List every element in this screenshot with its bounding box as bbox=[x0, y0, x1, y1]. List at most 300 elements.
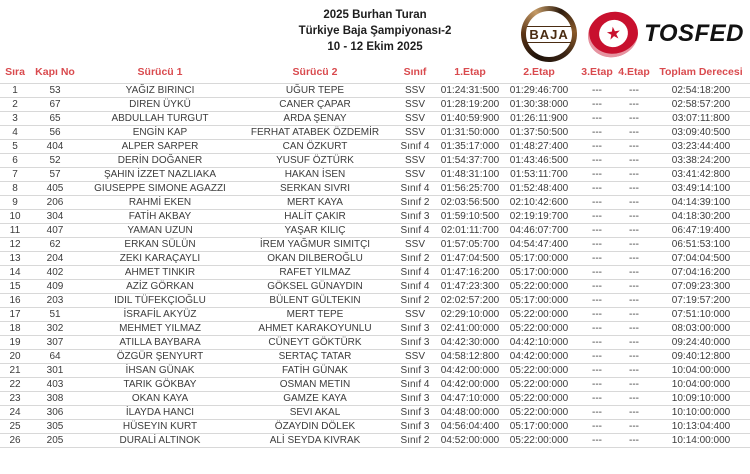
cell-etap-3: --- bbox=[578, 223, 616, 237]
cell-surucu-2: MERT KAYA bbox=[240, 195, 390, 209]
cell-etap-2: 05:22:00:000 bbox=[500, 363, 578, 377]
cell-etap-4: --- bbox=[616, 391, 652, 405]
cell-surucu-1: TARIK GÖKBAY bbox=[80, 377, 240, 391]
cell-surucu-2: HAKAN İSEN bbox=[240, 167, 390, 181]
cell-surucu-2: OKAN DILBEROĞLU bbox=[240, 251, 390, 265]
column-header-kapi-no: Kapı No bbox=[35, 66, 75, 79]
cell-etap-3: --- bbox=[578, 153, 616, 167]
column-header-etap-1: 1.Etap bbox=[454, 66, 486, 79]
cell-kapi-no: 404 bbox=[30, 139, 80, 153]
cell-sira: 5 bbox=[0, 139, 30, 153]
cell-surucu-1: DIREN ÜYKÜ bbox=[80, 97, 240, 111]
cell-etap-2: 01:29:46:700 bbox=[500, 83, 578, 97]
cell-etap-1: 01:28:19:200 bbox=[440, 98, 500, 110]
cell-sira: 15 bbox=[0, 279, 30, 293]
cell-etap-3: --- bbox=[578, 167, 616, 181]
logo-strip bbox=[521, 6, 744, 62]
cell-etap-1: 04:47:10:000 bbox=[440, 392, 500, 404]
cell-etap-4: --- bbox=[616, 279, 652, 293]
table-row bbox=[0, 209, 750, 223]
cell-surucu-1: RAHMİ EKEN bbox=[80, 195, 240, 209]
cell-etap-3: --- bbox=[578, 97, 616, 111]
cell-etap-4: --- bbox=[616, 237, 652, 251]
star-icon: ★ bbox=[604, 22, 623, 44]
cell-surucu-2: GÖKSEL GÜNAYDIN bbox=[240, 279, 390, 293]
cell-sinif: SSV bbox=[390, 167, 440, 181]
cell-surucu-1: ALPER SARPER bbox=[80, 139, 240, 153]
cell-toplam-derecesi: 08:03:00:000 bbox=[652, 321, 750, 335]
cell-etap-3: --- bbox=[578, 251, 616, 265]
cell-kapi-no: 206 bbox=[30, 195, 80, 209]
cell-surucu-2: AHMET KARAKOYUNLU bbox=[240, 321, 390, 335]
cell-sinif: Sınıf 4 bbox=[390, 377, 440, 391]
cell-etap-3: --- bbox=[578, 391, 616, 405]
cell-etap-3: --- bbox=[578, 83, 616, 97]
cell-sira: 1 bbox=[0, 83, 30, 97]
cell-sinif: Sınıf 4 bbox=[390, 279, 440, 293]
cell-surucu-2: RAFET YILMAZ bbox=[240, 265, 390, 279]
cell-etap-4: --- bbox=[616, 83, 652, 97]
cell-surucu-1: AZİZ GÖRKAN bbox=[80, 279, 240, 293]
cell-toplam-derecesi: 10:04:00:000 bbox=[652, 363, 750, 377]
cell-kapi-no: 306 bbox=[30, 405, 80, 419]
cell-sira: 8 bbox=[0, 181, 30, 195]
cell-etap-4: --- bbox=[616, 265, 652, 279]
cell-sira: 10 bbox=[0, 209, 30, 223]
cell-surucu-2: İREM YAĞMUR SIMITÇI bbox=[240, 237, 390, 251]
cell-kapi-no: 409 bbox=[30, 279, 80, 293]
cell-sira: 13 bbox=[0, 251, 30, 265]
cell-surucu-1: ZEKI KARAÇAYLI bbox=[80, 251, 240, 265]
event-title-line2: Türkiye Baja Şampiyonası-2 bbox=[298, 25, 452, 37]
cell-surucu-1: ERKAN SÜLÜN bbox=[80, 237, 240, 251]
header-row bbox=[0, 62, 750, 83]
cell-toplam-derecesi: 03:41:42:800 bbox=[652, 167, 750, 181]
cell-toplam-derecesi: 10:04:00:000 bbox=[652, 377, 750, 391]
cell-etap-1: 02:03:56:500 bbox=[440, 196, 500, 208]
cell-kapi-no: 205 bbox=[30, 433, 80, 447]
cell-etap-2: 04:46:07:700 bbox=[500, 223, 578, 237]
cell-toplam-derecesi: 10:09:10:000 bbox=[652, 391, 750, 405]
cell-sira: 25 bbox=[0, 419, 30, 433]
table-row bbox=[0, 97, 750, 111]
cell-kapi-no: 307 bbox=[30, 335, 80, 349]
column-header-surucu-2: Sürücü 2 bbox=[292, 66, 338, 79]
cell-etap-2: 01:30:38:000 bbox=[500, 97, 578, 111]
cell-sira: 26 bbox=[0, 433, 30, 447]
cell-etap-2: 01:53:11:700 bbox=[500, 167, 578, 181]
cell-toplam-derecesi: 04:14:39:100 bbox=[652, 195, 750, 209]
table-row bbox=[0, 391, 750, 405]
cell-etap-1: 02:02:57:200 bbox=[440, 294, 500, 306]
cell-surucu-1: GIUSEPPE SIMONE AGAZZI bbox=[80, 181, 240, 195]
cell-sinif: SSV bbox=[390, 111, 440, 125]
cell-etap-3: --- bbox=[578, 265, 616, 279]
cell-etap-3: --- bbox=[578, 405, 616, 419]
cell-etap-1: 04:42:00:000 bbox=[440, 364, 500, 376]
cell-surucu-1: OKAN KAYA bbox=[80, 391, 240, 405]
cell-surucu-1: İLAYDA HANCI bbox=[80, 405, 240, 419]
cell-etap-4: --- bbox=[616, 125, 652, 139]
cell-surucu-2: GAMZE KAYA bbox=[240, 391, 390, 405]
cell-surucu-2: CÜNEYT GÖKTÜRK bbox=[240, 335, 390, 349]
table-row bbox=[0, 293, 750, 307]
table-row bbox=[0, 265, 750, 279]
cell-surucu-1: AHMET TINKIR bbox=[80, 265, 240, 279]
table-row bbox=[0, 111, 750, 125]
cell-kapi-no: 301 bbox=[30, 363, 80, 377]
cell-etap-2: 05:22:00:000 bbox=[500, 377, 578, 391]
cell-etap-3: --- bbox=[578, 377, 616, 391]
cell-toplam-derecesi: 09:40:12:800 bbox=[652, 349, 750, 363]
cell-surucu-2: ARDA ŞENAY bbox=[240, 111, 390, 125]
cell-sinif: Sınıf 3 bbox=[390, 335, 440, 349]
cell-etap-2: 01:43:46:500 bbox=[500, 153, 578, 167]
cell-sinif: Sınıf 4 bbox=[390, 181, 440, 195]
cell-etap-1: 01:59:10:500 bbox=[440, 210, 500, 222]
cell-toplam-derecesi: 02:54:18:200 bbox=[652, 83, 750, 97]
column-header-etap-4: 4.Etap bbox=[618, 66, 650, 79]
table-row bbox=[0, 335, 750, 349]
table-row bbox=[0, 251, 750, 265]
cell-etap-2: 05:17:00:000 bbox=[500, 265, 578, 279]
cell-etap-4: --- bbox=[616, 167, 652, 181]
results-table-head bbox=[0, 62, 750, 83]
tosfed-emblem-icon bbox=[589, 12, 637, 57]
cell-etap-3: --- bbox=[578, 181, 616, 195]
table-row bbox=[0, 125, 750, 139]
cell-etap-3: --- bbox=[578, 363, 616, 377]
cell-toplam-derecesi: 07:04:04:500 bbox=[652, 251, 750, 265]
cell-sira: 24 bbox=[0, 405, 30, 419]
cell-surucu-1: ABDULLAH TURGUT bbox=[80, 111, 240, 125]
cell-etap-2: 05:22:00:000 bbox=[500, 405, 578, 419]
cell-etap-1: 01:47:04:500 bbox=[440, 252, 500, 264]
cell-surucu-2: SEVI AKAL bbox=[240, 405, 390, 419]
cell-toplam-derecesi: 02:58:57:200 bbox=[652, 97, 750, 111]
cell-etap-4: --- bbox=[616, 307, 652, 321]
cell-kapi-no: 308 bbox=[30, 391, 80, 405]
cell-etap-1: 01:40:59:900 bbox=[440, 112, 500, 124]
cell-etap-2: 05:17:00:000 bbox=[500, 251, 578, 265]
cell-sinif: Sınıf 2 bbox=[390, 433, 440, 447]
cell-kapi-no: 405 bbox=[30, 181, 80, 195]
cell-surucu-1: İSRAFİL AKYÜZ bbox=[80, 307, 240, 321]
cell-toplam-derecesi: 03:23:44:400 bbox=[652, 139, 750, 153]
cell-etap-4: --- bbox=[616, 209, 652, 223]
cell-etap-3: --- bbox=[578, 139, 616, 153]
cell-etap-3: --- bbox=[578, 433, 616, 447]
cell-surucu-2: UĞUR TEPE bbox=[240, 83, 390, 97]
cell-toplam-derecesi: 03:09:40:500 bbox=[652, 125, 750, 139]
table-row bbox=[0, 377, 750, 391]
cell-etap-2: 04:42:10:000 bbox=[500, 335, 578, 349]
cell-surucu-2: SERTAÇ TATAR bbox=[240, 349, 390, 363]
cell-etap-2: 01:52:48:400 bbox=[500, 181, 578, 195]
cell-surucu-1: İHSAN GÜNAK bbox=[80, 363, 240, 377]
cell-etap-1: 01:48:31:100 bbox=[440, 168, 500, 180]
cell-etap-3: --- bbox=[578, 335, 616, 349]
cell-surucu-1: HÜSEYIN KURT bbox=[80, 419, 240, 433]
column-header-surucu-1: Sürücü 1 bbox=[137, 66, 183, 79]
cell-etap-3: --- bbox=[578, 195, 616, 209]
table-row bbox=[0, 153, 750, 167]
event-title-line1: 2025 Burhan Turan bbox=[323, 9, 427, 21]
cell-kapi-no: 53 bbox=[30, 83, 80, 97]
table-row bbox=[0, 181, 750, 195]
cell-sinif: SSV bbox=[390, 153, 440, 167]
cell-etap-4: --- bbox=[616, 293, 652, 307]
cell-etap-2: 01:26:11:900 bbox=[500, 111, 578, 125]
cell-sinif: Sınıf 3 bbox=[390, 363, 440, 377]
cell-etap-3: --- bbox=[578, 237, 616, 251]
cell-kapi-no: 403 bbox=[30, 377, 80, 391]
cell-sira: 21 bbox=[0, 363, 30, 377]
cell-toplam-derecesi: 10:10:00:000 bbox=[652, 405, 750, 419]
cell-etap-2: 05:22:00:000 bbox=[500, 321, 578, 335]
cell-etap-1: 02:41:00:000 bbox=[440, 322, 500, 334]
cell-surucu-2: MERT TEPE bbox=[240, 307, 390, 321]
cell-sira: 22 bbox=[0, 377, 30, 391]
cell-etap-2: 04:42:00:000 bbox=[500, 349, 578, 363]
cell-surucu-2: CANER ÇAPAR bbox=[240, 97, 390, 111]
cell-etap-1: 01:47:16:200 bbox=[440, 266, 500, 278]
cell-sinif: SSV bbox=[390, 237, 440, 251]
cell-sinif: Sınıf 4 bbox=[390, 265, 440, 279]
cell-surucu-2: SERKAN SIVRI bbox=[240, 181, 390, 195]
cell-etap-1: 01:31:50:000 bbox=[440, 126, 500, 138]
tosfed-logo-text: TOSFED bbox=[644, 20, 744, 47]
cell-surucu-1: IDIL TÜFEKÇIOĞLU bbox=[80, 293, 240, 307]
cell-kapi-no: 56 bbox=[30, 125, 80, 139]
cell-kapi-no: 305 bbox=[30, 419, 80, 433]
cell-etap-4: --- bbox=[616, 405, 652, 419]
cell-surucu-2: FERHAT ATABEK ÖZDEMİR bbox=[240, 125, 390, 139]
cell-kapi-no: 64 bbox=[30, 349, 80, 363]
column-header-sinif: Sınıf bbox=[403, 66, 427, 79]
cell-etap-4: --- bbox=[616, 153, 652, 167]
cell-etap-4: --- bbox=[616, 181, 652, 195]
cell-sinif: Sınıf 3 bbox=[390, 405, 440, 419]
cell-etap-3: --- bbox=[578, 307, 616, 321]
table-row bbox=[0, 307, 750, 321]
cell-kapi-no: 57 bbox=[30, 167, 80, 181]
cell-surucu-2: BÜLENT GÜLTEKIN bbox=[240, 293, 390, 307]
cell-sinif: SSV bbox=[390, 307, 440, 321]
cell-etap-3: --- bbox=[578, 419, 616, 433]
cell-etap-2: 02:10:42:600 bbox=[500, 195, 578, 209]
cell-sinif: Sınıf 3 bbox=[390, 209, 440, 223]
cell-etap-4: --- bbox=[616, 377, 652, 391]
cell-surucu-1: ENGİN KAP bbox=[80, 125, 240, 139]
table-row bbox=[0, 167, 750, 181]
cell-toplam-derecesi: 07:09:23:300 bbox=[652, 279, 750, 293]
cell-etap-3: --- bbox=[578, 321, 616, 335]
cell-kapi-no: 203 bbox=[30, 293, 80, 307]
cell-surucu-2: CAN ÖZKURT bbox=[240, 139, 390, 153]
cell-sinif: Sınıf 2 bbox=[390, 251, 440, 265]
cell-surucu-2: OSMAN METIN bbox=[240, 377, 390, 391]
cell-surucu-1: ÖZGÜR ŞENYURT bbox=[80, 349, 240, 363]
cell-surucu-1: DURALİ ALTINOK bbox=[80, 433, 240, 447]
table-row bbox=[0, 195, 750, 209]
table-row bbox=[0, 83, 750, 97]
cell-etap-1: 01:54:37:700 bbox=[440, 154, 500, 166]
cell-etap-4: --- bbox=[616, 223, 652, 237]
cell-kapi-no: 304 bbox=[30, 209, 80, 223]
table-row bbox=[0, 223, 750, 237]
cell-sira: 16 bbox=[0, 293, 30, 307]
cell-etap-4: --- bbox=[616, 111, 652, 125]
cell-sira: 4 bbox=[0, 125, 30, 139]
cell-etap-1: 04:42:00:000 bbox=[440, 378, 500, 390]
cell-etap-1: 01:35:17:000 bbox=[440, 140, 500, 152]
event-title-line3: 10 - 12 Ekim 2025 bbox=[327, 41, 423, 53]
cell-etap-2: 05:22:00:000 bbox=[500, 433, 578, 447]
cell-toplam-derecesi: 04:18:30:200 bbox=[652, 209, 750, 223]
cell-etap-3: --- bbox=[578, 209, 616, 223]
cell-etap-3: --- bbox=[578, 125, 616, 139]
column-header-toplam-derecesi: Toplam Derecesi bbox=[659, 66, 743, 79]
results-table bbox=[0, 62, 750, 448]
cell-surucu-1: FATİH AKBAY bbox=[80, 209, 240, 223]
cell-etap-4: --- bbox=[616, 251, 652, 265]
cell-toplam-derecesi: 03:07:11:800 bbox=[652, 111, 750, 125]
column-header-etap-3: 3.Etap bbox=[581, 66, 613, 79]
cell-sira: 3 bbox=[0, 111, 30, 125]
cell-etap-1: 01:56:25:700 bbox=[440, 182, 500, 194]
cell-sira: 11 bbox=[0, 223, 30, 237]
cell-etap-4: --- bbox=[616, 349, 652, 363]
column-header-sira: Sıra bbox=[5, 66, 25, 79]
cell-etap-4: --- bbox=[616, 433, 652, 447]
cell-sira: 2 bbox=[0, 97, 30, 111]
results-tbody bbox=[0, 83, 750, 447]
cell-sinif: Sınıf 3 bbox=[390, 391, 440, 405]
table-row bbox=[0, 349, 750, 363]
cell-sira: 19 bbox=[0, 335, 30, 349]
cell-sinif: Sınıf 2 bbox=[390, 195, 440, 209]
table-row bbox=[0, 419, 750, 433]
cell-etap-2: 05:22:00:000 bbox=[500, 307, 578, 321]
cell-surucu-1: YAĞIZ BIRINCI bbox=[80, 83, 240, 97]
cell-etap-4: --- bbox=[616, 139, 652, 153]
cell-toplam-derecesi: 03:49:14:100 bbox=[652, 181, 750, 195]
baja-logo-inner bbox=[526, 11, 572, 57]
cell-etap-2: 05:22:00:000 bbox=[500, 279, 578, 293]
cell-sinif: Sınıf 4 bbox=[390, 223, 440, 237]
table-row bbox=[0, 279, 750, 293]
cell-etap-4: --- bbox=[616, 97, 652, 111]
cell-sira: 9 bbox=[0, 195, 30, 209]
cell-surucu-2: ALİ SEYDA KIVRAK bbox=[240, 433, 390, 447]
cell-sira: 20 bbox=[0, 349, 30, 363]
cell-etap-1: 02:01:11:700 bbox=[441, 224, 499, 236]
cell-kapi-no: 204 bbox=[30, 251, 80, 265]
cell-etap-2: 01:37:50:500 bbox=[500, 125, 578, 139]
cell-etap-2: 05:17:00:000 bbox=[500, 419, 578, 433]
cell-surucu-2: ÖZAYDIN DÖLEK bbox=[240, 419, 390, 433]
cell-surucu-1: MEHMET YILMAZ bbox=[80, 321, 240, 335]
cell-surucu-1: ŞAHIN İZZET NAZLIAKA bbox=[80, 167, 240, 181]
cell-etap-3: --- bbox=[578, 111, 616, 125]
cell-etap-1: 04:48:00:000 bbox=[440, 406, 500, 418]
cell-etap-2: 05:17:00:000 bbox=[500, 293, 578, 307]
column-header-etap-2: 2.Etap bbox=[523, 66, 555, 79]
cell-surucu-2: FATİH GÜNAK bbox=[240, 363, 390, 377]
cell-kapi-no: 407 bbox=[30, 223, 80, 237]
cell-sira: 7 bbox=[0, 167, 30, 181]
cell-etap-1: 04:58:12:800 bbox=[440, 350, 500, 362]
baja-logo bbox=[521, 6, 577, 62]
cell-etap-3: --- bbox=[578, 279, 616, 293]
cell-sinif: SSV bbox=[390, 97, 440, 111]
cell-etap-4: --- bbox=[616, 335, 652, 349]
cell-kapi-no: 51 bbox=[30, 307, 80, 321]
cell-kapi-no: 52 bbox=[30, 153, 80, 167]
table-row bbox=[0, 433, 750, 447]
cell-sinif: SSV bbox=[390, 83, 440, 97]
cell-etap-1: 02:29:10:000 bbox=[440, 308, 500, 320]
table-row bbox=[0, 321, 750, 335]
cell-toplam-derecesi: 03:38:24:200 bbox=[652, 153, 750, 167]
cell-etap-4: --- bbox=[616, 195, 652, 209]
cell-etap-1: 01:24:31:500 bbox=[440, 84, 500, 96]
cell-sinif: Sınıf 3 bbox=[390, 321, 440, 335]
cell-kapi-no: 62 bbox=[30, 237, 80, 251]
cell-kapi-no: 67 bbox=[30, 97, 80, 111]
cell-etap-1: 04:52:00:000 bbox=[440, 434, 500, 446]
cell-sinif: Sınıf 3 bbox=[390, 419, 440, 433]
baja-logo-text: BAJA bbox=[529, 26, 569, 42]
table-row bbox=[0, 139, 750, 153]
cell-etap-4: --- bbox=[616, 321, 652, 335]
cell-surucu-2: YAŞAR KILIÇ bbox=[240, 223, 390, 237]
cell-etap-2: 04:54:47:400 bbox=[500, 237, 578, 251]
cell-sira: 17 bbox=[0, 307, 30, 321]
cell-etap-1: 01:57:05:700 bbox=[440, 238, 500, 250]
cell-kapi-no: 302 bbox=[30, 321, 80, 335]
cell-surucu-1: YAMAN UZUN bbox=[80, 223, 240, 237]
cell-etap-4: --- bbox=[616, 419, 652, 433]
cell-etap-1: 04:56:04:400 bbox=[440, 420, 500, 432]
table-row bbox=[0, 405, 750, 419]
cell-kapi-no: 65 bbox=[30, 111, 80, 125]
tosfed-logo bbox=[589, 12, 744, 57]
cell-etap-3: --- bbox=[578, 349, 616, 363]
cell-sinif: SSV bbox=[390, 349, 440, 363]
cell-etap-1: 01:47:23:300 bbox=[440, 280, 500, 292]
cell-etap-2: 05:22:00:000 bbox=[500, 391, 578, 405]
cell-surucu-1: DERİN DOĞANER bbox=[80, 153, 240, 167]
cell-sira: 12 bbox=[0, 237, 30, 251]
cell-toplam-derecesi: 07:51:10:000 bbox=[652, 307, 750, 321]
cell-toplam-derecesi: 07:19:57:200 bbox=[652, 293, 750, 307]
cell-surucu-2: YUSUF ÖZTÜRK bbox=[240, 153, 390, 167]
cell-sinif: SSV bbox=[390, 125, 440, 139]
table-row bbox=[0, 363, 750, 377]
cell-toplam-derecesi: 06:47:19:400 bbox=[652, 223, 750, 237]
table-row bbox=[0, 237, 750, 251]
cell-sira: 23 bbox=[0, 391, 30, 405]
cell-etap-2: 01:48:27:400 bbox=[500, 139, 578, 153]
cell-sinif: Sınıf 2 bbox=[390, 293, 440, 307]
cell-kapi-no: 402 bbox=[30, 265, 80, 279]
cell-sira: 18 bbox=[0, 321, 30, 335]
cell-sira: 14 bbox=[0, 265, 30, 279]
cell-toplam-derecesi: 09:24:40:000 bbox=[652, 335, 750, 349]
cell-etap-2: 02:19:19:700 bbox=[500, 209, 578, 223]
